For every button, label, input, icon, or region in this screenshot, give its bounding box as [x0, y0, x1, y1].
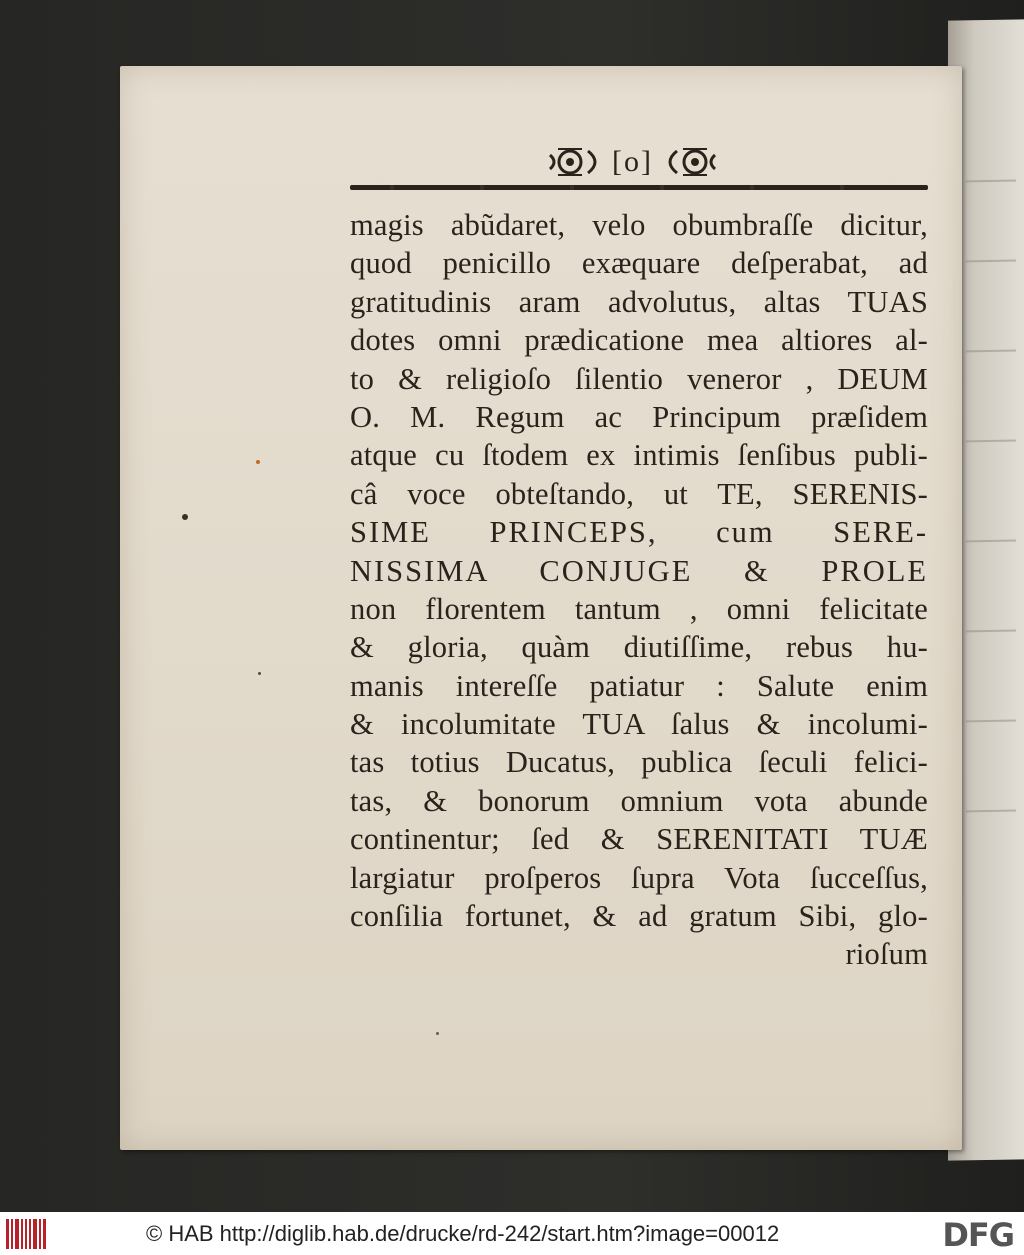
text-line: conſilia fortunet, & ad gratum Sibi, glo- — [350, 899, 928, 934]
page-header — [548, 140, 748, 184]
page-number: [o] — [612, 145, 653, 178]
text-line: & gloria, quàm diutiſſime, rebus hu- — [350, 630, 928, 665]
text-line: manis intereſſe patiatur : Salute enim — [350, 668, 928, 703]
header-ornament-right-icon — [661, 145, 717, 179]
dfg-logo: DFG — [942, 1216, 1014, 1254]
text-line: NISSIMA CONJUGE & PROLE — [350, 553, 928, 588]
text-line: quod penicillo exæquare deſperabat, ad — [350, 246, 928, 281]
header-ornament-left-icon — [548, 145, 604, 179]
text-line: O. M. Regum ac Principum præſidem — [350, 399, 928, 434]
text-line: atque cu ſtodem ex intimis ſenſibus publi- — [350, 438, 928, 473]
body-text — [350, 206, 928, 974]
viewer-footer — [0, 1212, 1024, 1255]
text-line: dotes omni prædicatione mea altiores al- — [350, 323, 928, 358]
copyright-text: © HAB http://diglib.hab.de/drucke/rd-242/start.htm?image=00012 — [146, 1220, 780, 1246]
catchword: rioſum — [845, 937, 928, 972]
text-line: tas, & bonorum omnium vota abunde — [350, 783, 928, 818]
text-line: magis abũdaret, velo obumbraſſe dicitur, — [350, 208, 928, 242]
text-line: tas totius Ducatus, publica ſeculi felici- — [350, 745, 928, 780]
text-line: to & religioſo ſilentio veneror , DEUM — [350, 361, 928, 396]
text-line: & incolumitate TUA ſalus & incolumi- — [350, 707, 928, 742]
barcode-icon — [6, 1219, 46, 1249]
text-line: largiatur proſperos ſupra Vota ſucceſſus, — [350, 860, 928, 895]
text-line: non florentem tantum , omni felicitate — [350, 591, 928, 626]
text-line: SIME PRINCEPS, cum SERE- — [350, 515, 928, 550]
text-line: gratitudinis aram advolutus, altas TUAS — [350, 284, 928, 319]
header-rule — [350, 185, 928, 190]
text-line: continentur; ſed & SERENITATI TUÆ — [350, 822, 928, 857]
text-line: câ voce obteſtando, ut TE, SERENIS- — [350, 476, 928, 511]
